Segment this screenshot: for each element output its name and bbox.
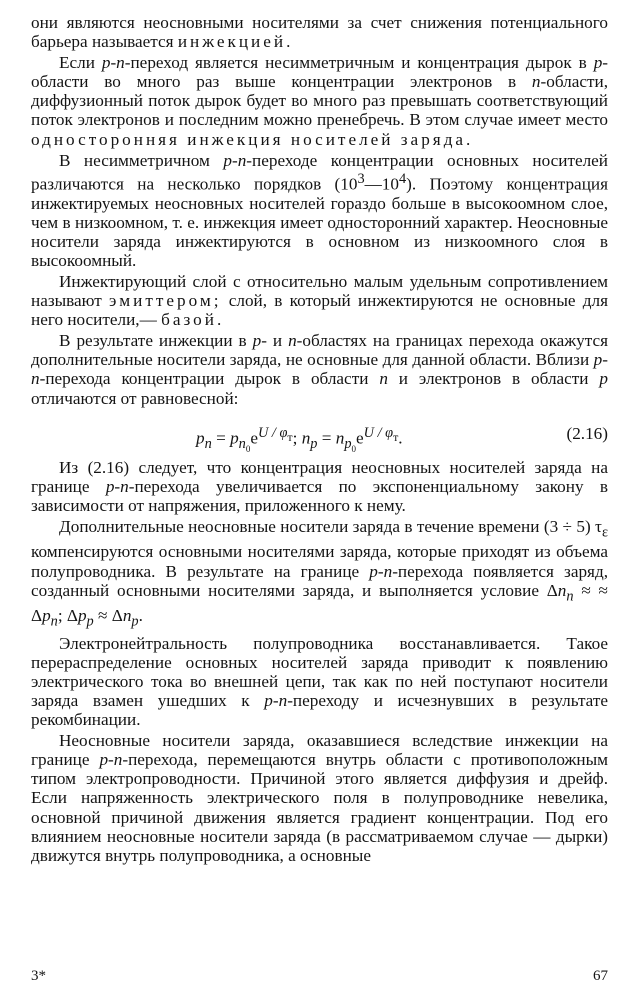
equation-number: (2.16) xyxy=(566,423,608,443)
formula: $p_n = p_{n_0}e^{U / \varphi_т}$; $n_p = n_{p_0}e^{U / \varphi_т}$. xyxy=(196,424,403,454)
paragraph: Дополнительные неосновные носители заряда в течение времени (3 ÷ 5) $\tau_\varepsilon$ компенсируются основными носителями заряда, которые приходят из объема полупроводника. В результате на границе p-n-перехода появляется заряд, созданный основными носителями заряда, и выполняется условие $\Delta n_n$ ≈ ≈ $\Delta p_n$; $\Delta p_p \approx \Delta n_p$. xyxy=(31,516,608,630)
equation-2-16 xyxy=(31,414,608,456)
paragraph: Неосновные носители заряда, оказавшиеся вследствие инжекции на границе p-n-перехода, перемещаются внутрь области с противоположным типом электропроводности. Причиной этого является диффузия и дрейф. Если напряженность электрического поля в полупроводнике невелика, основной причиной движения является градиент концентрации. Под его влиянием неосновные носители заряда (в рассматриваемом случае — дырки) движутся внутрь полупроводника, а основные xyxy=(31,731,608,865)
page-number: 67 xyxy=(593,968,608,984)
signature-mark: 3* xyxy=(31,968,46,984)
page-footer xyxy=(31,968,608,985)
paragraph: Электронейтральность полупроводника восстанавливается. Такое перераспределение основных носителей заряда приводит к появлению электрического тока во внешней цепи, так как по ней поступают носители заряда взамен ушедших к p-n-переходу и исчезнувших в результате рекомбинации. xyxy=(31,633,608,730)
paragraph: Инжектирующий слой с относительно малым удельным сопротивлением называют эмиттером; слой, в который инжектируются не основные для него носители,— базой. xyxy=(31,271,608,330)
body-text xyxy=(31,13,608,865)
paragraph: В результате инжекции в p- и n-областях на границах перехода окажутся дополнительные носители заряда, не основные для данной области. Вблизи p-n-перехода концентрации дырок в области n и электронов в области p отличаются от равновесной: xyxy=(31,331,609,408)
paragraph: они являются неосновными носителями за счет снижения потенциального барьера называется инжекцией. xyxy=(31,13,608,52)
paragraph: Если p-n-переход является несимметричным и концентрация дырок в p-области во много раз выше концентрации электронов в n-области, диффузионный поток дырок будет во много раз превышать соответствующий поток электронов и последним можно пренебречь. В этом случае имеет место односторонняя инжекция носителей заряда. xyxy=(31,53,609,149)
paragraph: Из (2.16) следует, что концентрация неосновных носителей заряда на границе p-n-перехода увеличивается по экспоненциальному закону в зависимости от напряжения, приложенного к нему. xyxy=(31,457,608,515)
paragraph: В несимметричном p-n-переходе концентрации основных носителей различаются на несколько порядков $(10^3—10^4)$. Поэтому концентрация инжектируемых неосновных носителей гораздо больше в высокоомном слое, чем в низкоомном, т. е. инжекция имеет односторонний характер. Неосновные носители заряда инжектируются в основном из низкоомного слоя в высокоомный. xyxy=(31,150,608,270)
